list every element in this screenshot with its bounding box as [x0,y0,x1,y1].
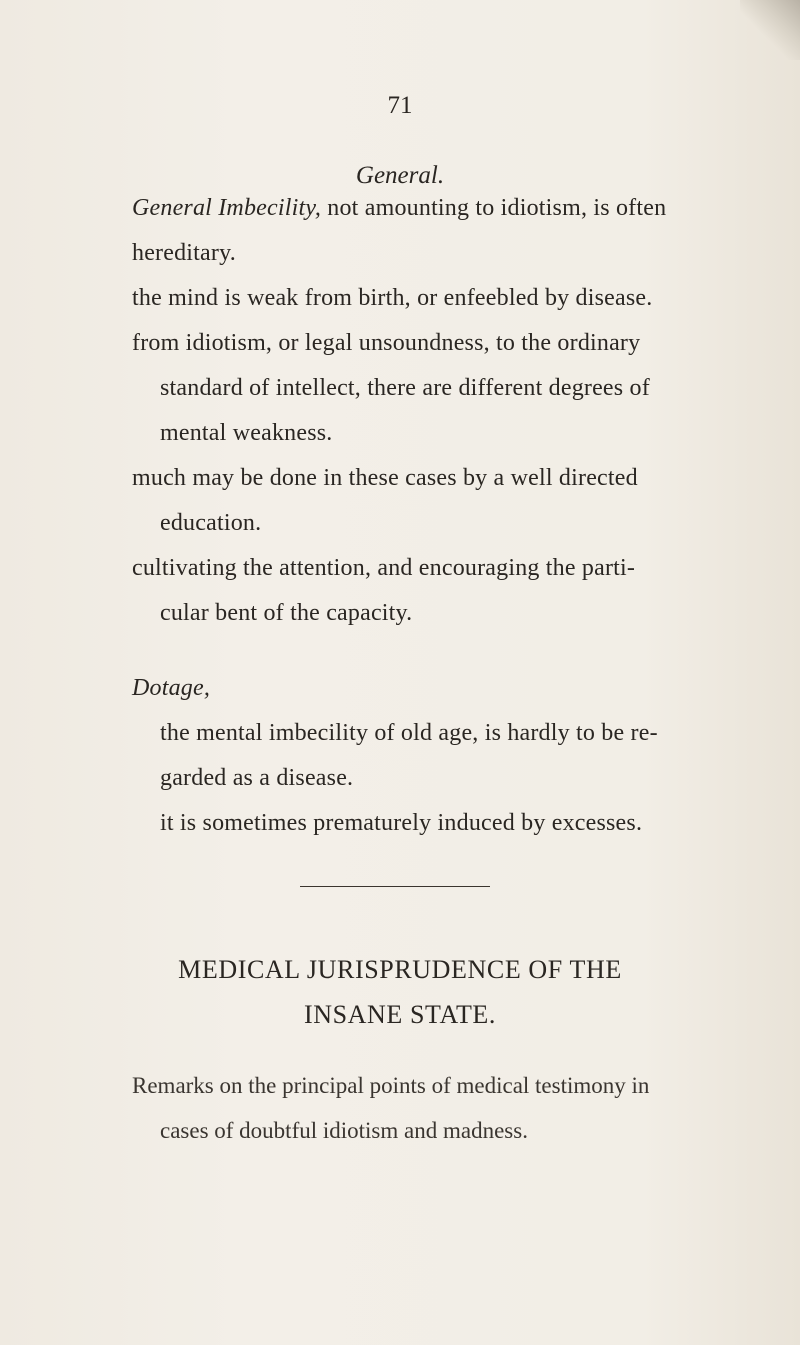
imbecility-line-1-rest: not amounting to idiotism, is often [321,195,667,221]
imbecility-line-10: cular bent of the capacity. [160,600,413,626]
imbecility-line-6: mental weakness. [160,420,333,446]
imbecility-line-9: cultivating the attention, and encouraging the parti- [132,555,636,581]
dotage-line-3: it is sometimes prematurely induced by excesses. [160,810,643,836]
main-title-line-2: INSANE STATE. [303,1000,497,1029]
dotage-term: Dotage, [132,675,211,701]
imbecility-line-8: education. [160,510,262,536]
imbecility-line-2: hereditary. [132,240,236,266]
remarks-line-1: Remarks on the principal points of medical testimony in [132,1073,650,1098]
imbecility-term: General Imbecility, [132,195,322,221]
imbecility-line-3: the mind is weak from birth, or enfeebled by disease. [132,285,653,311]
imbecility-line-1 [132,195,666,222]
imbecility-line-4: from idiotism, or legal unsoundness, to the ordinary [132,330,641,356]
dotage-line-2: garded as a disease. [160,765,354,791]
page-number: 71 [387,92,413,119]
main-title-line-1: MEDICAL JURISPRUDENCE OF THE [178,955,622,984]
remarks-line-2: cases of doubtful idiotism and madness. [160,1118,528,1143]
imbecility-line-5: standard of intellect, there are different degrees of [160,375,650,401]
section-divider-rule [300,886,490,887]
dotage-line-1: the mental imbecility of old age, is hardly to be re- [160,720,658,746]
page-corner-fold [740,0,800,60]
section-heading: General. [355,162,445,189]
imbecility-line-7: much may be done in these cases by a well directed [132,465,638,491]
